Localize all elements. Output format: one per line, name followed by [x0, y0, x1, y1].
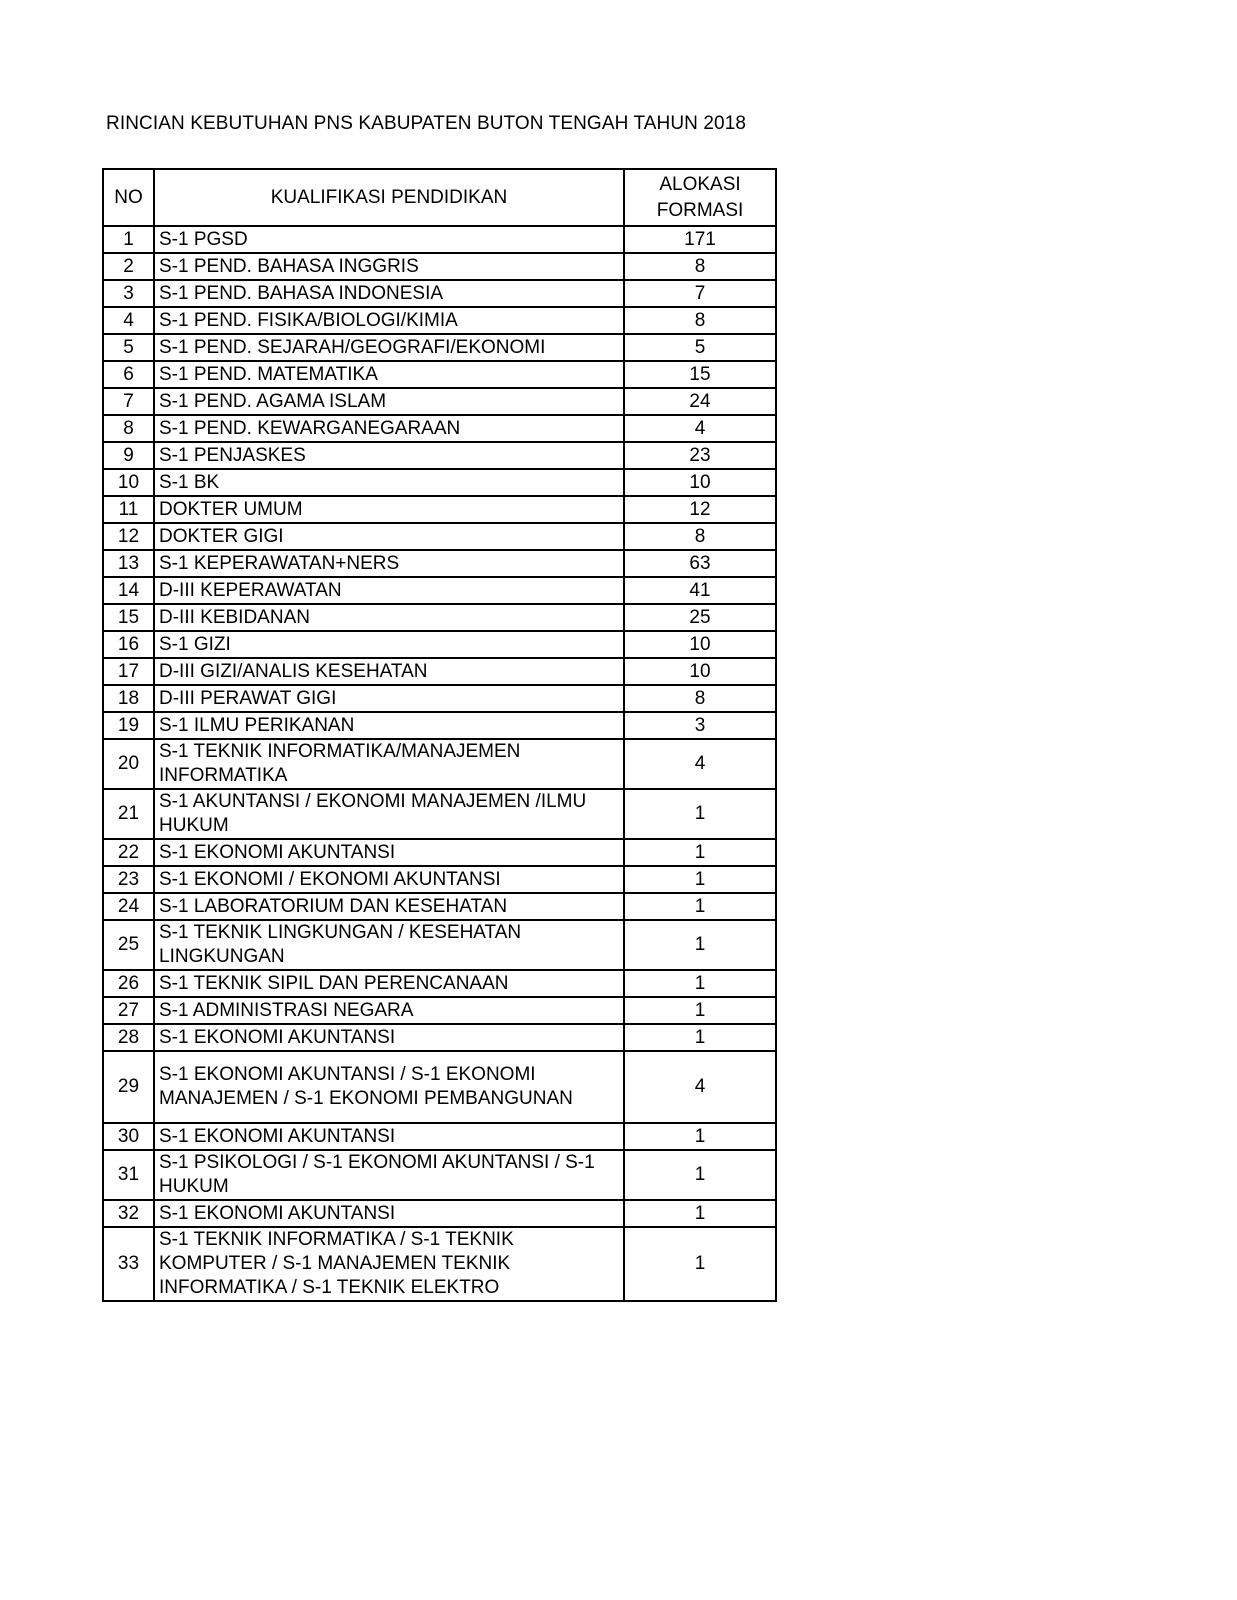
row-qualification: S-1 TEKNIK INFORMATIKA / S-1 TEKNIK KOMPUTER / S-1 MANAJEMEN TEKNIK INFORMATIKA / S-1 TEKNIK ELEKTRO: [154, 1227, 624, 1301]
table-row: [103, 839, 776, 866]
row-allocation: 1: [624, 839, 776, 866]
row-qualification: S-1 EKONOMI AKUNTANSI: [154, 1200, 624, 1227]
row-allocation: 171: [624, 226, 776, 253]
row-qualification: S-1 EKONOMI AKUNTANSI: [154, 1123, 624, 1150]
row-allocation: 8: [624, 307, 776, 334]
row-no: 13: [103, 550, 154, 577]
row-allocation: 1: [624, 997, 776, 1024]
row-allocation: 1: [624, 970, 776, 997]
row-no: 9: [103, 442, 154, 469]
table-row: [103, 1123, 776, 1150]
row-allocation: 1: [624, 1150, 776, 1200]
row-no: 23: [103, 866, 154, 893]
row-allocation: 1: [624, 920, 776, 970]
row-allocation: 1: [624, 1123, 776, 1150]
row-allocation: 15: [624, 361, 776, 388]
row-allocation: 8: [624, 523, 776, 550]
row-qualification: D-III KEBIDANAN: [154, 604, 624, 631]
header-no: NO: [103, 169, 154, 226]
table-row: [103, 1200, 776, 1227]
row-no: 27: [103, 997, 154, 1024]
formation-table: [102, 168, 777, 1302]
header-allocation-line2: FORMASI: [656, 199, 744, 221]
table-row: [103, 789, 776, 839]
row-qualification: D-III KEPERAWATAN: [154, 577, 624, 604]
row-qualification: S-1 PEND. AGAMA ISLAM: [154, 388, 624, 415]
page-title: RINCIAN KEBUTUHAN PNS KABUPATEN BUTON TENGAH TAHUN 2018: [106, 113, 747, 134]
table-row: [103, 1227, 776, 1301]
row-qualification: S-1 PGSD: [154, 226, 624, 253]
table-row: [103, 415, 776, 442]
row-no: 3: [103, 280, 154, 307]
row-no: 28: [103, 1024, 154, 1051]
table-row: [103, 361, 776, 388]
table-row: [103, 1024, 776, 1051]
row-no: 26: [103, 970, 154, 997]
row-allocation: 8: [624, 253, 776, 280]
row-qualification: S-1 EKONOMI AKUNTANSI: [154, 839, 624, 866]
row-qualification: S-1 PEND. FISIKA/BIOLOGI/KIMIA: [154, 307, 624, 334]
table-body: [103, 226, 776, 1301]
table-row: [103, 997, 776, 1024]
table-row: [103, 970, 776, 997]
row-no: 22: [103, 839, 154, 866]
row-no: 25: [103, 920, 154, 970]
row-qualification: S-1 BK: [154, 469, 624, 496]
row-qualification: DOKTER UMUM: [154, 496, 624, 523]
table-row: [103, 658, 776, 685]
table-row: [103, 550, 776, 577]
table-row: [103, 523, 776, 550]
row-no: 4: [103, 307, 154, 334]
row-no: 19: [103, 712, 154, 739]
row-no: 17: [103, 658, 154, 685]
row-allocation: 23: [624, 442, 776, 469]
table-row: [103, 253, 776, 280]
table-row: [103, 920, 776, 970]
row-allocation: 24: [624, 388, 776, 415]
row-qualification: S-1 PEND. KEWARGANEGARAAN: [154, 415, 624, 442]
row-no: 29: [103, 1051, 154, 1123]
row-no: 8: [103, 415, 154, 442]
row-no: 6: [103, 361, 154, 388]
table-row: [103, 712, 776, 739]
row-allocation: 4: [624, 1051, 776, 1123]
row-qualification: S-1 TEKNIK LINGKUNGAN / KESEHATAN LINGKUNGAN: [154, 920, 624, 970]
table-row: [103, 1150, 776, 1200]
row-qualification: S-1 PSIKOLOGI / S-1 EKONOMI AKUNTANSI / S-1 HUKUM: [154, 1150, 624, 1200]
header-qualification: KUALIFIKASI PENDIDIKAN: [154, 169, 624, 226]
row-allocation: 1: [624, 866, 776, 893]
row-allocation: 10: [624, 658, 776, 685]
header-allocation: [624, 169, 776, 226]
table-header-row: [103, 169, 776, 226]
row-allocation: 10: [624, 631, 776, 658]
row-qualification: S-1 AKUNTANSI / EKONOMI MANAJEMEN /ILMU HUKUM: [154, 789, 624, 839]
row-no: 21: [103, 789, 154, 839]
row-qualification: S-1 GIZI: [154, 631, 624, 658]
table-row: [103, 496, 776, 523]
header-allocation-line1: ALOKASI: [659, 173, 741, 195]
row-qualification: DOKTER GIGI: [154, 523, 624, 550]
row-no: 14: [103, 577, 154, 604]
row-no: 10: [103, 469, 154, 496]
row-qualification: S-1 ADMINISTRASI NEGARA: [154, 997, 624, 1024]
table-row: [103, 469, 776, 496]
table-row: [103, 388, 776, 415]
row-allocation: 12: [624, 496, 776, 523]
row-no: 24: [103, 893, 154, 920]
row-qualification: S-1 TEKNIK INFORMATIKA/MANAJEMEN INFORMATIKA: [154, 739, 624, 789]
row-allocation: 10: [624, 469, 776, 496]
table-row: [103, 631, 776, 658]
row-qualification: S-1 PEND. BAHASA INGGRIS: [154, 253, 624, 280]
row-qualification: S-1 EKONOMI AKUNTANSI / S-1 EKONOMI MANAJEMEN / S-1 EKONOMI PEMBANGUNAN: [154, 1051, 624, 1123]
row-no: 33: [103, 1227, 154, 1301]
table-row: [103, 577, 776, 604]
row-allocation: 8: [624, 685, 776, 712]
row-allocation: 1: [624, 893, 776, 920]
row-qualification: S-1 LABORATORIUM DAN KESEHATAN: [154, 893, 624, 920]
table-row: [103, 604, 776, 631]
table-row: [103, 739, 776, 789]
row-no: 32: [103, 1200, 154, 1227]
row-no: 20: [103, 739, 154, 789]
row-qualification: S-1 EKONOMI AKUNTANSI: [154, 1024, 624, 1051]
row-no: 16: [103, 631, 154, 658]
row-no: 5: [103, 334, 154, 361]
row-allocation: 1: [624, 1227, 776, 1301]
row-no: 12: [103, 523, 154, 550]
row-allocation: 1: [624, 789, 776, 839]
row-qualification: S-1 ILMU PERIKANAN: [154, 712, 624, 739]
table-row: [103, 893, 776, 920]
row-allocation: 41: [624, 577, 776, 604]
row-qualification: S-1 PEND. SEJARAH/GEOGRAFI/EKONOMI: [154, 334, 624, 361]
table-row: [103, 280, 776, 307]
row-no: 1: [103, 226, 154, 253]
row-allocation: 63: [624, 550, 776, 577]
row-no: 7: [103, 388, 154, 415]
row-allocation: 5: [624, 334, 776, 361]
row-qualification: S-1 EKONOMI / EKONOMI AKUNTANSI: [154, 866, 624, 893]
row-allocation: 25: [624, 604, 776, 631]
table-row: [103, 334, 776, 361]
row-qualification: D-III PERAWAT GIGI: [154, 685, 624, 712]
row-allocation: 3: [624, 712, 776, 739]
row-no: 30: [103, 1123, 154, 1150]
row-allocation: 1: [624, 1024, 776, 1051]
row-qualification: S-1 PENJASKES: [154, 442, 624, 469]
table-row: [103, 226, 776, 253]
row-no: 11: [103, 496, 154, 523]
table-row: [103, 685, 776, 712]
row-no: 31: [103, 1150, 154, 1200]
row-no: 15: [103, 604, 154, 631]
row-qualification: S-1 PEND. BAHASA INDONESIA: [154, 280, 624, 307]
row-allocation: 1: [624, 1200, 776, 1227]
table-row: [103, 442, 776, 469]
row-allocation: 7: [624, 280, 776, 307]
row-qualification: S-1 TEKNIK SIPIL DAN PERENCANAAN: [154, 970, 624, 997]
row-qualification: S-1 KEPERAWATAN+NERS: [154, 550, 624, 577]
row-no: 2: [103, 253, 154, 280]
row-allocation: 4: [624, 415, 776, 442]
row-qualification: S-1 PEND. MATEMATIKA: [154, 361, 624, 388]
row-no: 18: [103, 685, 154, 712]
table-row: [103, 307, 776, 334]
table-row: [103, 1051, 776, 1123]
table-row: [103, 866, 776, 893]
row-qualification: D-III GIZI/ANALIS KESEHATAN: [154, 658, 624, 685]
row-allocation: 4: [624, 739, 776, 789]
